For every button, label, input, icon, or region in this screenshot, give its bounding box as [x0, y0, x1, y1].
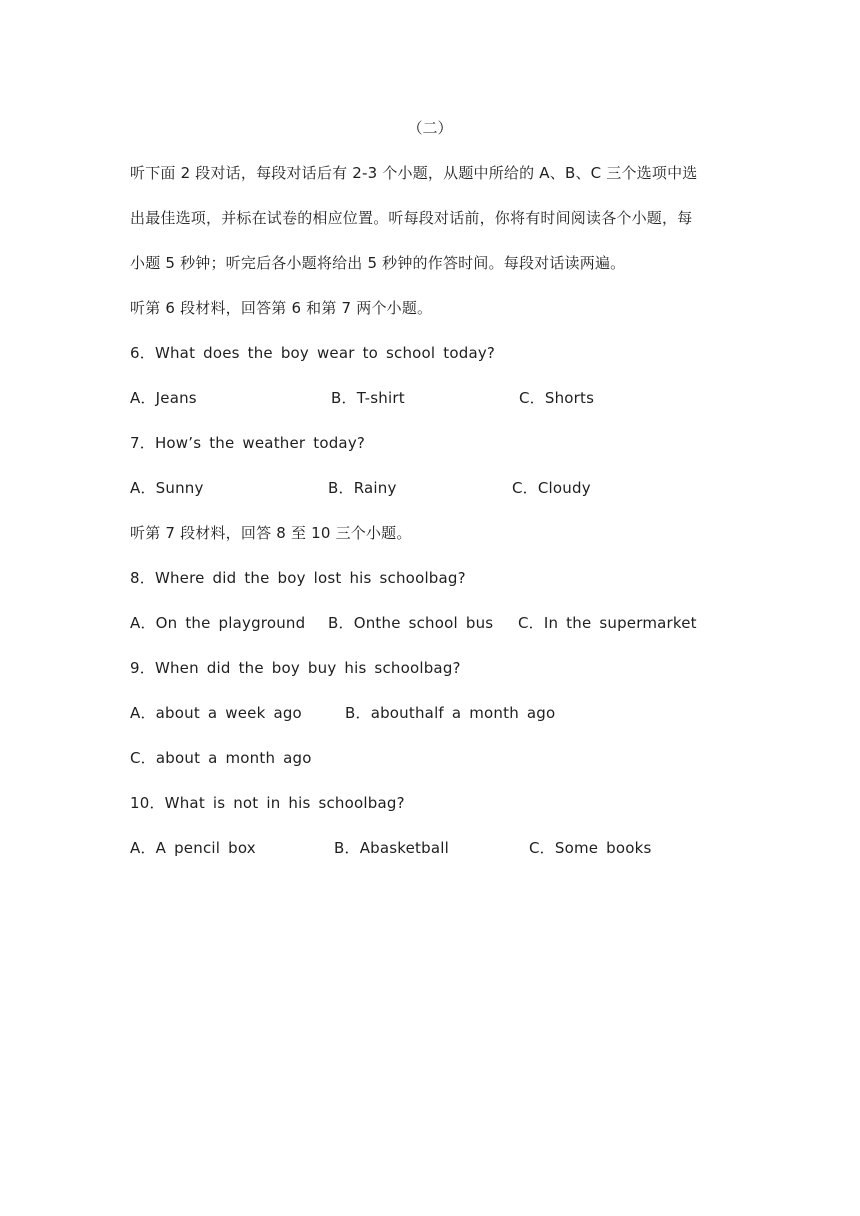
question-6-option-c: C．Shorts	[519, 389, 595, 407]
question-7-option-c: C．Cloudy	[512, 479, 591, 497]
question-6-option-b: B．T-shirt	[331, 389, 405, 407]
section-title: （二）	[407, 119, 453, 137]
instructions-line-1: 听下面 2 段对话，每段对话后有 2-3 个小题，从题中所给的 A、B、C 三个选项中选	[130, 164, 698, 182]
question-9-option-b: B．abouthalf a month ago	[345, 704, 556, 722]
instructions-line-3: 小题 5 秒钟；听完后各小题将给出 5 秒钟的作答时间。每段对话读两遍。	[130, 254, 626, 272]
question-7-stem: 7．How’s the weather today?	[130, 434, 366, 452]
question-7-option-b: B．Rainy	[328, 479, 397, 497]
question-8-option-a: A．On the playground	[130, 614, 306, 632]
question-9-option-c: C．about a month ago	[130, 749, 312, 767]
question-10-stem: 10．What is not in his schoolbag?	[130, 794, 405, 812]
question-10-option-b: B．Abasketball	[334, 839, 449, 857]
question-9-stem: 9．When did the boy buy his schoolbag?	[130, 659, 461, 677]
material-6-intro: 听第 6 段材料，回答第 6 和第 7 两个小题。	[130, 299, 433, 317]
instructions-line-2: 出最佳选项，并标在试卷的相应位置。听每段对话前，你将有时间阅读各个小题，每	[130, 209, 693, 227]
question-10-option-c: C．Some books	[529, 839, 652, 857]
question-6-option-a: A．Jeans	[130, 389, 197, 407]
question-7-option-a: A．Sunny	[130, 479, 204, 497]
question-6-stem: 6．What does the boy wear to school today?	[130, 344, 496, 362]
question-10-option-a: A．A pencil box	[130, 839, 256, 857]
question-8-option-b: B．Onthe school bus	[328, 614, 494, 632]
question-9-option-a: A．about a week ago	[130, 704, 302, 722]
material-7-intro: 听第 7 段材料，回答 8 至 10 三个小题。	[130, 524, 412, 542]
question-8-stem: 8．Where did the boy lost his schoolbag?	[130, 569, 466, 587]
question-8-option-c: C．In the supermarket	[518, 614, 697, 632]
